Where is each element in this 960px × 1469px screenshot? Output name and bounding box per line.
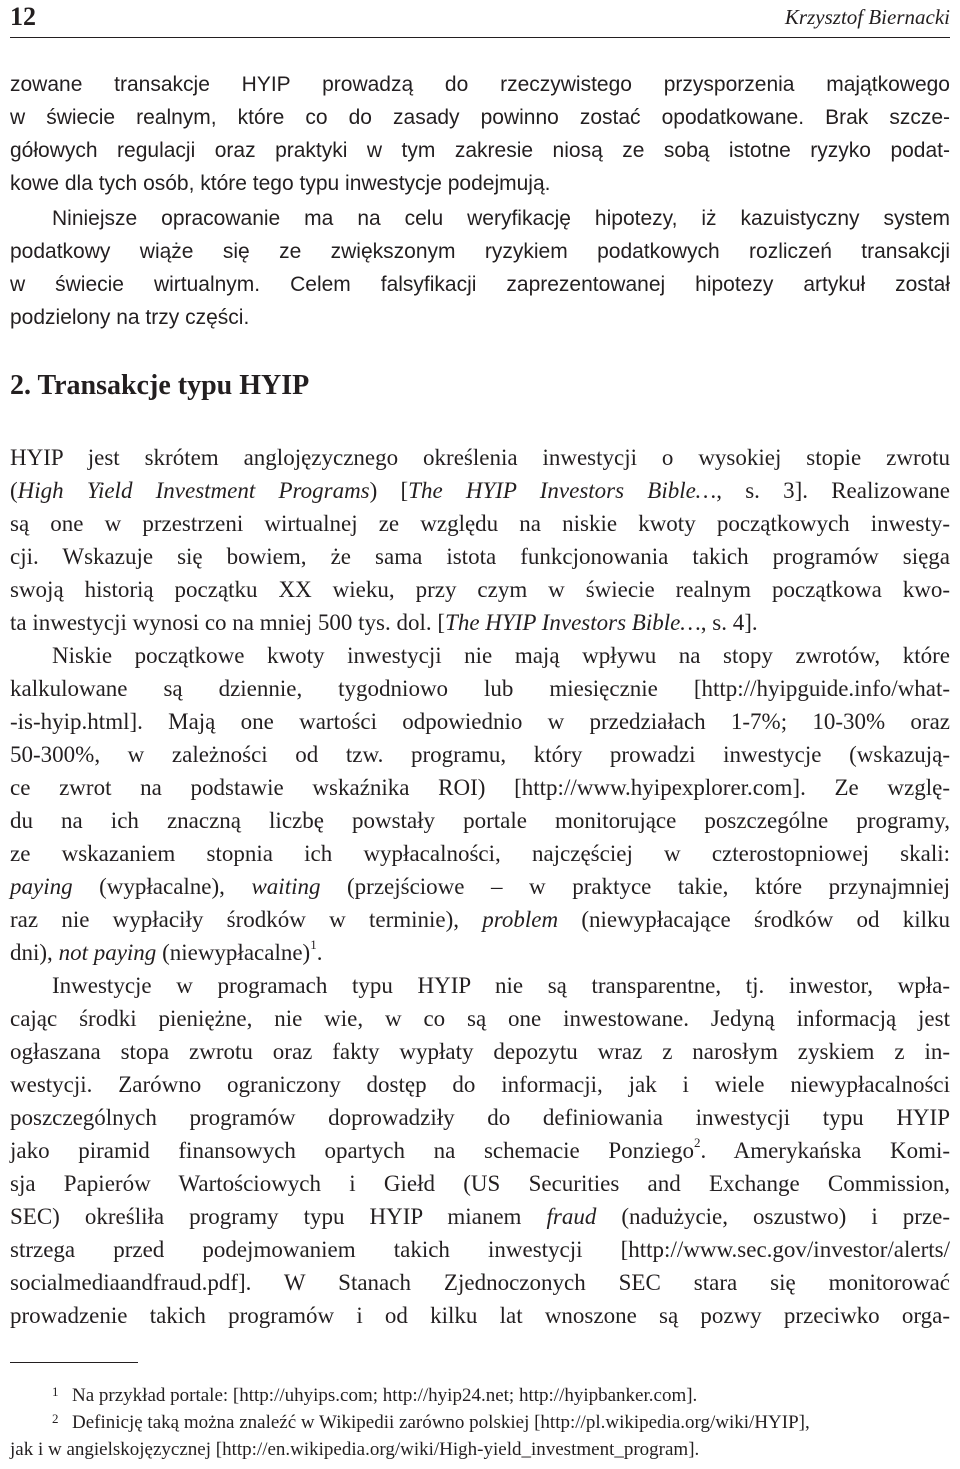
page-number: 12 xyxy=(10,2,36,31)
paragraph-line: paying (wypłacalne), waiting (przejściowe – w praktyce takie, które przynajmniej xyxy=(10,874,951,899)
paragraph-line: sja Papierów Wartościowych i Giełd (US Securities and Exchange Commission, xyxy=(10,1171,950,1196)
intro-line: zowane transakcje HYIP prowadzą do rzeczywistego przysporzenia majątkowego xyxy=(10,73,950,96)
paragraph-line: Niskie początkowe kwoty inwestycji nie mają wpływu na stopy zwrotów, które xyxy=(52,643,950,668)
paragraph-line: Inwestycje w programach typu HYIP nie są transparentne, tj. inwestor, wpła- xyxy=(52,973,950,998)
aim-line: podzielony na trzy części. xyxy=(10,306,250,329)
paragraph-line: jako piramid finansowych opartych na schemacie Ponziego$^2$. Amerykańska Komi- xyxy=(10,1135,951,1163)
intro-line: w świecie realnym, które co do zasady powinno zostać opodatkowane. Brak szcze- xyxy=(10,106,950,129)
paragraph-line: ze wskazaniem stopnia ich wypłacalności, najczęściej w czterostopniowej skali: xyxy=(10,841,950,866)
paragraph-line: du na ich znaczną liczbę powstały portale monitorujące poszczególne programy, xyxy=(10,808,950,833)
paragraph-line: dni), not paying (niewypłacalne)$^1$. xyxy=(10,937,323,965)
header-rule xyxy=(10,37,950,38)
paragraph-line: cji. Wskazuje się bowiem, że sama istota funkcjonowania takich programów sięga xyxy=(10,544,950,569)
footnote-ref: 2 xyxy=(693,1135,701,1151)
paragraph-line: raz nie wypłaciły środków w terminie), problem (niewypłacające środków od kilku xyxy=(10,907,951,932)
paragraph-line: są one w przestrzeni wirtualnej ze względu na niskie kwoty początkowych inwesty- xyxy=(10,511,950,536)
running-header xyxy=(10,2,950,32)
paragraph-line: ce zwrot na podstawie wskaźnika ROI) [http://www.hyipexplorer.com]. Ze wzglę- xyxy=(10,775,950,800)
citation-title: The HYIP Investors Bible… xyxy=(408,478,717,503)
paragraph-line: ogłaszana stopa zwrotu oraz fakty wypłaty depozytu wraz z narosłym zyskiem z in- xyxy=(10,1039,950,1064)
paragraph-line: cając środki pieniężne, nie wie, w co są one inwestowane. Jedyną informacją jest xyxy=(10,1006,950,1031)
footnote-2: 2 Definicję taką można znaleźć w Wikipedii zarówno polskiej [http://pl.wikipedia.org/wiki/HYIP], xyxy=(52,1411,810,1433)
footnote-separator xyxy=(10,1362,138,1363)
paragraph-line: kalkulowane są dziennie, tygodniowo lub miesięcznie [http://hyipguide.info/what- xyxy=(10,676,950,701)
section-heading: 2. Transakcje typu HYIP xyxy=(10,370,310,401)
paragraph-line: HYIP jest skrótem anglojęzycznego określenia inwestycji o wysokiej stopie zwrotu xyxy=(10,445,950,470)
running-author: Krzysztof Biernacki xyxy=(784,5,950,29)
italic-term: High Yield Investment Programs xyxy=(17,478,370,503)
aim-line: w świecie wirtualnym. Celem falsyfikacji zaprezentowanej hipotezy artykuł został xyxy=(10,273,950,296)
intro-line: kowe dla tych osób, które tego typu inwestycje podejmują. xyxy=(10,172,551,195)
intro-line: gółowych regulacji oraz praktyki w tym zakresie niosą ze sobą istotne ryzyko podat- xyxy=(10,139,950,162)
paragraph-line: ta inwestycji wynosi co na mniej 500 tys. dol. [The HYIP Investors Bible…, s. 4]. xyxy=(10,610,758,635)
paragraph-line: westycji. Zarówno ograniczony dostęp do informacji, jak i wiele niewypłacalności xyxy=(10,1072,950,1097)
paragraph-line: swoją historią początku XX wieku, przy czym w świecie realnym początkowa kwo- xyxy=(10,577,950,602)
paragraph-line: prowadzenie takich programów i od kilku lat wnoszone są pozwy przeciwko orga- xyxy=(10,1303,950,1328)
aim-line: Niniejsze opracowanie ma na celu weryfikację hipotezy, iż kazuistyczny system xyxy=(52,207,950,230)
paragraph-line: -is-hyip.html]. Mają one wartości odpowiednio w przedziałach 1-7%; 10-30% oraz xyxy=(10,709,950,734)
footnote-2-continued: jak i w angielskojęzycznej [http://en.wikipedia.org/wiki/High-yield_investment_program]. xyxy=(10,1439,700,1460)
footnote-marker: 1 xyxy=(52,1384,59,1399)
footnote-1: 1 Na przykład portale: [http://uhyips.com; http://hyip24.net; http://hyipbanker.com]. xyxy=(52,1384,698,1406)
paragraph-line: (High Yield Investment Programs) [The HYIP Investors Bible…, s. 3]. Realizowane xyxy=(10,478,950,503)
paragraph-line: socialmediaandfraud.pdf]. W Stanach Zjednoczonych SEC stara się monitorować xyxy=(10,1270,950,1295)
citation-title: The HYIP Investors Bible… xyxy=(445,610,701,635)
paragraph-line: strzega przed podejmowaniem takich inwestycji [http://www.sec.gov/investor/alerts/ xyxy=(10,1237,950,1262)
aim-line: podatkowy wiąże się ze zwiększonym ryzykiem podatkowych rozliczeń transakcji xyxy=(10,240,950,263)
paragraph-line: 50-300%, w zależności od tzw. programu, który prowadzi inwestycje (wskazują- xyxy=(10,742,950,767)
footnote-ref: 1 xyxy=(310,937,317,953)
paragraph-line: SEC) określiła programy typu HYIP mianem fraud (nadużycie, oszustwo) i prze- xyxy=(10,1204,951,1229)
footnote-marker: 2 xyxy=(52,1411,59,1426)
paragraph-line: poszczególnych programów doprowadziły do definiowania inwestycji typu HYIP xyxy=(10,1105,950,1130)
